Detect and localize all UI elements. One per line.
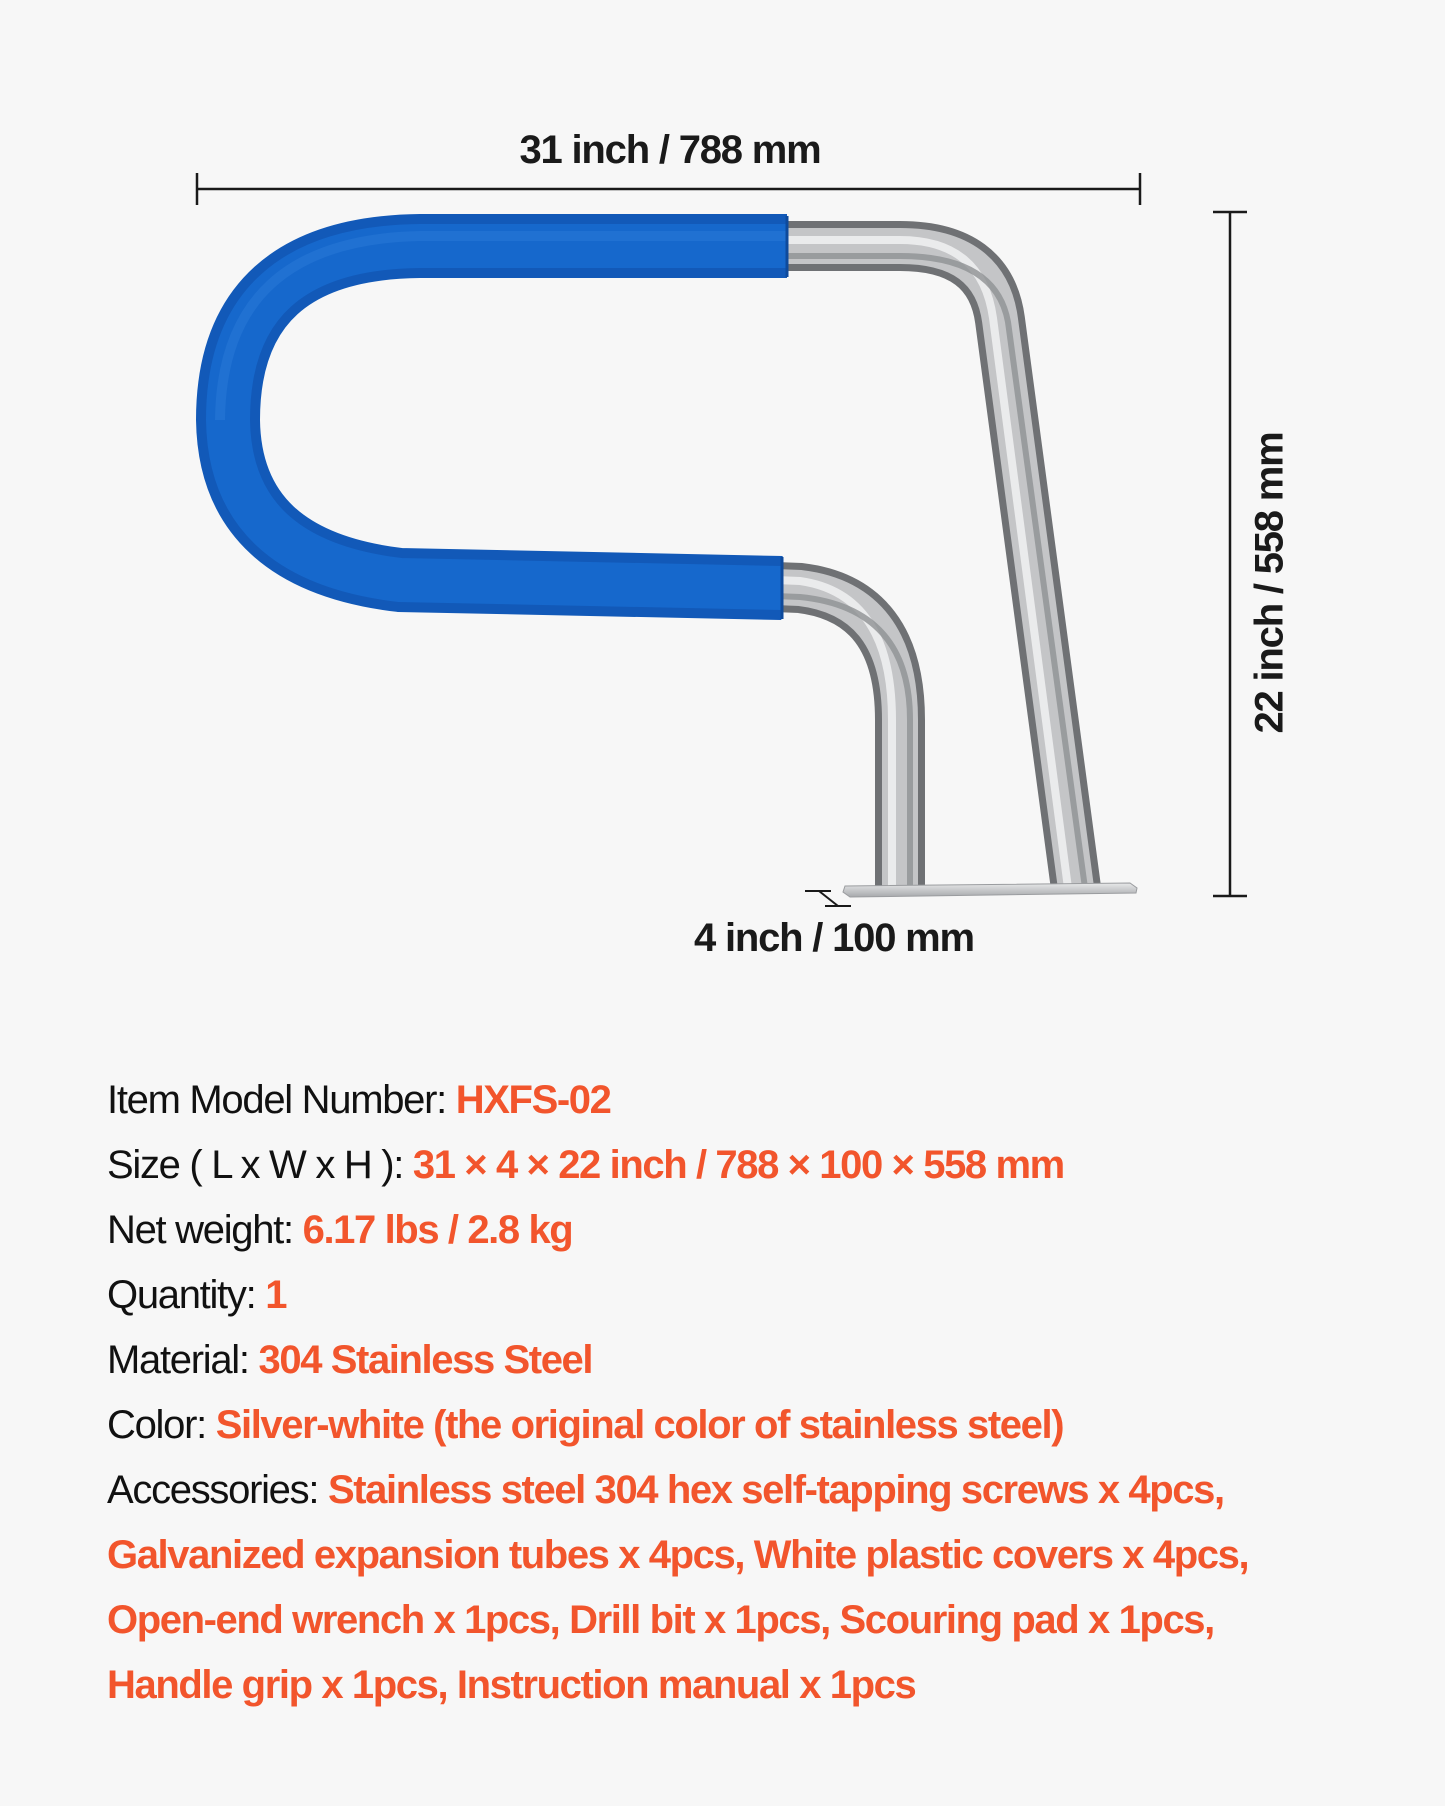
spec-accessories-continued — [107, 1523, 1407, 1588]
spec-value: Galvanized expansion tubes x 4pcs, White plastic covers x 4pcs, — [107, 1533, 1249, 1577]
spec-accessories-continued — [107, 1653, 1407, 1718]
steel-frame-rear — [775, 240, 1085, 888]
spec-value: 6.17 lbs / 2.8 kg — [302, 1208, 573, 1252]
spec-label: Accessories: — [107, 1468, 328, 1512]
spec-net-weight — [107, 1198, 1407, 1263]
spec-accessories — [107, 1458, 1407, 1523]
base-plate — [843, 883, 1137, 897]
spec-list — [107, 1068, 1407, 1718]
spec-label: Size ( L x W x H ): — [107, 1143, 413, 1187]
spec-quantity — [107, 1263, 1407, 1328]
length-dimension-line — [197, 173, 1140, 205]
spec-label: Quantity: — [107, 1273, 266, 1317]
spec-value: Handle grip x 1pcs, Instruction manual x 1pcs — [107, 1663, 916, 1707]
steel-frame-front — [775, 580, 910, 888]
spec-value: 304 Stainless Steel — [258, 1338, 593, 1382]
height-dimension-label: 22 inch / 558 mm — [1247, 432, 1292, 734]
spec-value: Stainless steel 304 hex self-tapping screws x 4pcs, — [327, 1468, 1224, 1512]
spec-size — [107, 1133, 1407, 1198]
spec-label: Material: — [107, 1338, 259, 1382]
depth-dimension-label: 4 inch / 100 mm — [694, 916, 974, 960]
spec-value: 31 × 4 × 22 inch / 788 × 100 × 558 mm — [412, 1143, 1064, 1187]
height-dimension-line — [1213, 212, 1247, 896]
spec-value: Silver-white (the original color of stainless steel) — [215, 1403, 1064, 1447]
length-dimension-label: 31 inch / 788 mm — [519, 128, 821, 172]
spec-model-number — [107, 1068, 1407, 1133]
spec-label: Net weight: — [107, 1208, 303, 1252]
spec-accessories-continued — [107, 1588, 1407, 1653]
spec-label: Color: — [107, 1403, 216, 1447]
spec-material — [107, 1328, 1407, 1393]
spec-value: 1 — [265, 1273, 287, 1317]
spec-value: HXFS-02 — [455, 1078, 611, 1122]
blue-grip — [220, 216, 787, 619]
spec-color — [107, 1393, 1407, 1458]
spec-label: Item Model Number: — [107, 1078, 456, 1122]
spec-value: Open-end wrench x 1pcs, Drill bit x 1pcs, Scouring pad x 1pcs, — [107, 1598, 1214, 1642]
